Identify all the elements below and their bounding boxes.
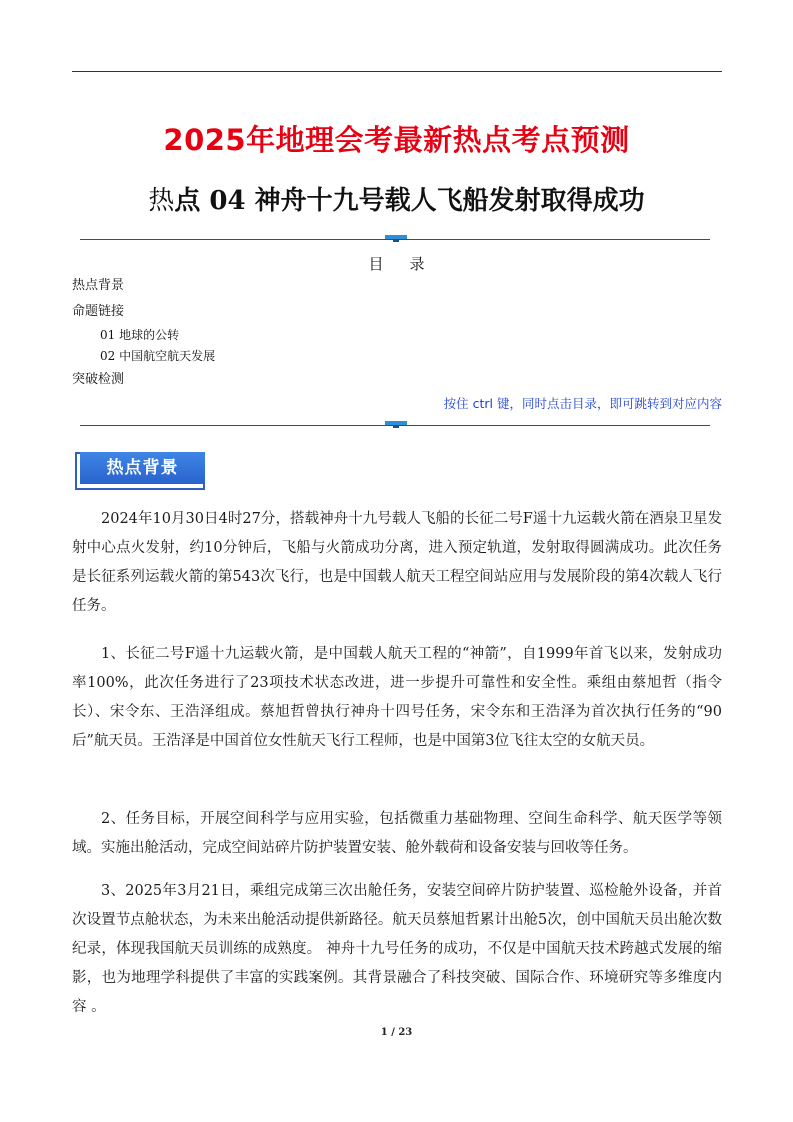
toc-item-hotspot-background[interactable]: 热点背景 <box>72 278 125 293</box>
rule-ornament-icon <box>385 235 407 243</box>
badge-dots-icon <box>115 444 145 448</box>
rule-ornament-icon <box>385 421 407 429</box>
page-number: 1 / 23 <box>380 1027 413 1038</box>
paragraph-point-3: 3、2025年3月21日，乘组完成第三次出舱任务，安装空间碎片防护装置、巡检舱外设备，并首次设置节点舱状态，为未来出舱活动提供新路径。航天员蔡旭哲累计出舱5次，创中国航天员出舱次数纪录，体现我国航天员训练的成熟度。 神舟十九号任务的成功，不仅是中国航天技术跨越式发展的缩影，也为地理学科提供了丰富的实践案例。其背景融合了科技突破、国际合作、环境研究等多维度内容 。 <box>72 883 722 1015</box>
sub-title-prefix: 热 <box>148 186 175 216</box>
main-title: 2025年地理会考最新热点考点预测 <box>163 123 630 157</box>
toc-navigation-note: 按住 ctrl 键，同时点击目录，即可跳转到对应内容 <box>443 396 722 411</box>
section-badge <box>75 450 205 490</box>
toc-item-earth-revolution[interactable]: 01 地球的公转 <box>100 328 180 342</box>
sub-title-rest: 点 04 神舟十九号载人飞船发射取得成功 <box>174 186 645 216</box>
sub-title <box>0 180 793 217</box>
paragraph-point-2: 2、任务目标，开展空间科学与应用实验，包括微重力基础物理、空间生命科学、航天医学等领域。实施出舱活动，完成空间站碎片防护装置安装、舱外载荷和设备安装与回收等任务。 <box>72 811 722 856</box>
toc-title: 目录 <box>368 255 451 273</box>
header-rule <box>72 71 722 72</box>
toc-item-breakthrough-test[interactable]: 突破检测 <box>72 372 125 387</box>
section-badge-label: 热点背景 <box>106 458 179 478</box>
toc-item-aerospace-development[interactable]: 02 中国航空航天发展 <box>100 349 216 363</box>
paragraph-intro: 2024年10月30日4时27分，搭载神舟十九号载人飞船的长征二号F遥十九运载火箭在酒泉卫星发射中心点火发射，约10分钟后，飞船与火箭成功分离，进入预定轨道，发射取得圆满成功。此次任务是长征系列运载火箭的第543次飞行，也是中国载人航天工程空间站应用与发展阶段的第4次载人飞行任务。 <box>72 511 722 614</box>
toc-item-question-links[interactable]: 命题链接 <box>72 304 125 319</box>
paragraph-point-1: 1、长征二号F遥十九运载火箭，是中国载人航天工程的“神箭”，自1999年首飞以来，发射成功率100%，此次任务进行了23项技术状态改进，进一步提升可靠性和安全性。乘组由蔡旭哲（指令长）、宋令东、王浩泽组成。蔡旭哲曾执行神舟十四号任务，宋令东和王浩泽为首次执行任务的“90后”航天员。王浩泽是中国首位女性航天飞行工程师，也是中国第3位飞往太空的女航天员。 <box>72 646 722 749</box>
